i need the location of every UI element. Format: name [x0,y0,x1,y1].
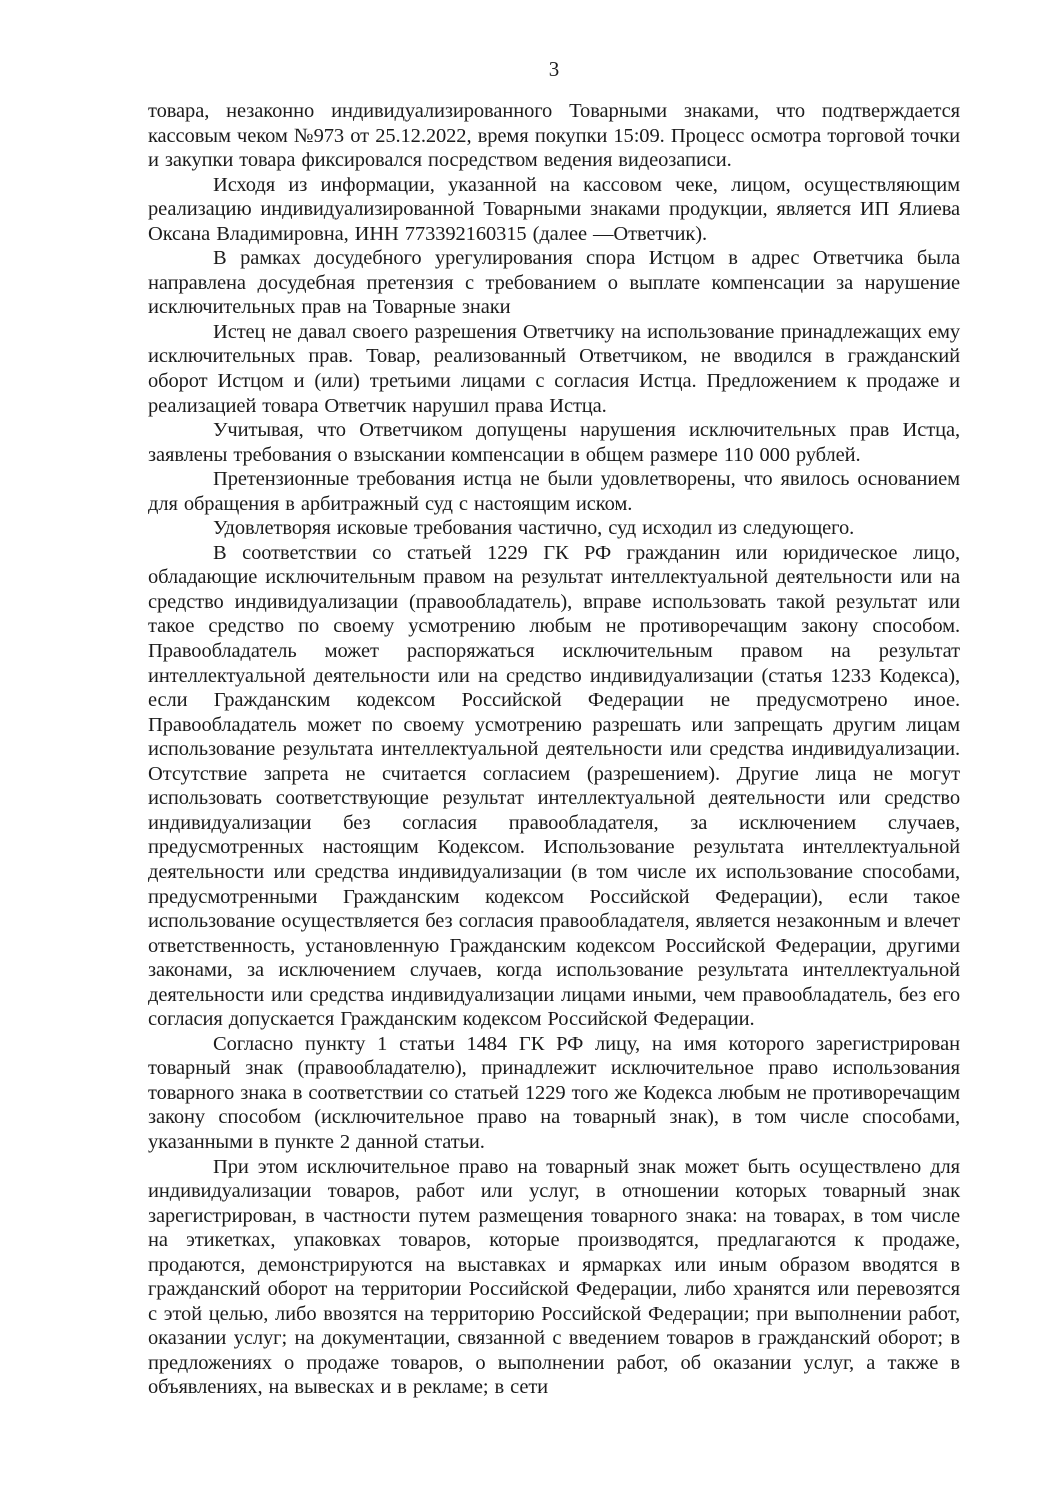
paragraph-10: При этом исключительное право на товарный знак может быть осуществлено для индивидуализации товаров, работ или услуг, в отношении которых товарный знак зарегистрирован, в частности путем размещения товарного знака: на товарах, в том числе на этикетках, упаковках товаров, которые производятся, предлагаются к продаже, продаются, демонстрируются на выставках и ярмарках или иным образом вводятся в гражданский оборот на территории Российской Федерации, либо хранятся или перевозятся с этой целью, либо ввозятся на территорию Российской Федерации; при выполнении работ, оказании услуг; на документации, связанной с введением товаров в гражданский оборот; в предложениях о продаже товаров, о выполнении работ, об оказании услуг, а также в объявлениях, на вывесках и в рекламе; в сети [148,1155,960,1399]
paragraph-2: Исходя из информации, указанной на кассовом чеке, лицом, осуществляющим реализацию индивидуализированной Товарными знаками продукции, является ИП Ялиева Оксана Владимировна, ИНН 773392160315 (далее —Ответчик). [148,173,960,245]
paragraph-9: Согласно пункту 1 статьи 1484 ГК РФ лицу, на имя которого зарегистрирован товарный знак (правообладателю), принадлежит исключительное право использования товарного знака в соответствии со статьей 1229 того же Кодекса любым не противоречащим закону способом (исключительное право на товарный знак), в том числе способами, указанными в пункте 2 данной статьи. [148,1032,960,1153]
paragraph-3: В рамках досудебного урегулирования спора Истцом в адрес Ответчика была направлена досудебная претензия с требованием о выплате компенсации за нарушение исключительных прав на Товарные знаки [148,247,960,319]
paragraph-6: Претензионные требования истца не были удовлетворены, что явилось основанием для обращения в арбитражный суд с настоящим иском. [148,468,960,515]
paragraph-5: Учитывая, что Ответчиком допущены нарушения исключительных прав Истца, заявлены требования о взыскании компенсации в общем размере 110 000 рублей. [148,419,960,466]
page-number: 3 [548,57,560,81]
document-body [148,99,960,1400]
paragraph-8: В соответствии со статьей 1229 ГК РФ гражданин или юридическое лицо, обладающие исключительным правом на результат интеллектуальной деятельности или на средство индивидуализации (правообладатель), вправе использовать такой результат или такое средство по своему усмотрению любым не противоречащим закону способом. Правообладатель может распоряжаться исключительным правом на результат интеллектуальной деятельности или на средство индивидуализации (статья 1233 Кодекса), если Гражданским кодексом Российской Федерации не предусмотрено иное. Правообладатель может по своему усмотрению разрешать или запрещать другим лицам использование результата интеллектуальной деятельности или средства индивидуализации. Отсутствие запрета не считается согласием (разрешением). Другие лица не могут использовать соответствующие результат интеллектуальной деятельности или средство индивидуализации без согласия правообладателя, за исключением случаев, предусмотренных настоящим Кодексом. Использование результата интеллектуальной деятельности или средства индивидуализации (в том числе их использование способами, предусмотренными Гражданским кодексом Российской Федерации), если такое использование осуществляется без согласия правообладателя, является незаконным и влечет ответственность, установленную Гражданским кодексом Российской Федерации, другими законами, за исключением случаев, когда использование результата интеллектуальной деятельности или средства индивидуализации лицами иными, чем правообладатель, без его согласия допускается Гражданским кодексом Российской Федерации. [148,541,960,1031]
paragraph-1: товара, незаконно индивидуализированного Товарными знаками, что подтверждается кассовым чеком №973 от 25.12.2022, время покупки 15:09. Процесс осмотра торговой точки и закупки товара фиксировался посредством ведения видеозаписи. [148,100,960,172]
paragraph-4: Истец не давал своего разрешения Ответчику на использование принадлежащих ему исключительных прав. Товар, реализованный Ответчиком, не вводился в гражданский оборот Истцом и (или) третьими лицами с согласия Истца. Предложением к продаже и реализацией товара Ответчик нарушил права Истца. [148,320,960,417]
paragraph-7: Удовлетворяя исковые требования частично, суд исходил из следующего. [213,517,855,540]
